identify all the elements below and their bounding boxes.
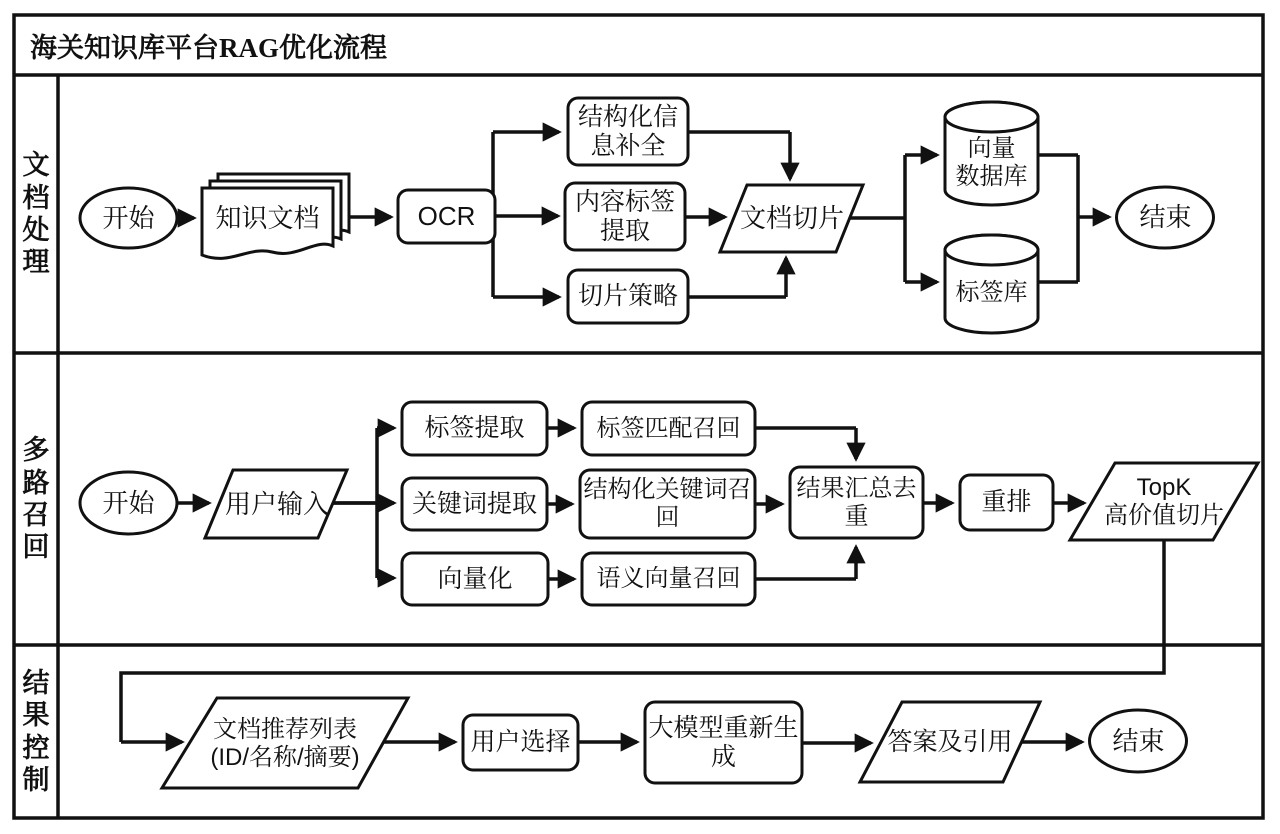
vector-db-label: 向量 数据库 [955,135,1028,190]
tag-match-recall-label: 标签匹配召回 [596,414,741,442]
ocr-label: OCR [417,201,476,232]
start-label-lane2: 开始 [102,487,155,518]
keyword-extract-label: 关键词提取 [411,489,537,518]
doc-slice-label: 文档切片 [739,203,844,234]
struct-keyword-recall-label: 结构化关键词召 回 [583,476,752,531]
tag-extract-label: 标签提取 [424,414,525,442]
start-label-lane1: 开始 [102,203,155,234]
answer-ref-label: 答案及引用 [887,727,1013,756]
lane-label-multipath-recall: 多路召回 [22,435,50,563]
slice-strategy-label: 切片策略 [577,282,678,310]
user-select-label: 用户选择 [470,728,571,756]
user-input-label: 用户输入 [224,488,329,519]
rerank-label: 重排 [981,488,1032,516]
lane-label-document-processing: 文档处理 [22,150,50,278]
tag-db-label: 标签库 [955,279,1028,307]
vectorize-label: 向量化 [437,564,513,593]
doc-list-label: 文档推荐列表 (ID/名称/摘要) [210,716,360,771]
struct-info-label: 结构化信 息补全 [577,102,678,160]
lane-label-result-control: 结果控制 [22,667,50,795]
topk-label: TopK 高价值切片 [1104,473,1224,529]
end-label-lane1: 结束 [1139,202,1192,233]
diagram-title: 海关知识库平台RAG优化流程 [30,32,387,63]
merge-dedup-label: 结果汇总去 重 [796,474,917,530]
knowledge-doc-label: 知识文档 [215,202,320,233]
semantic-recall-label: 语义向量召回 [596,565,741,593]
content-tag-label: 内容标签 提取 [574,187,675,245]
llm-regen-label: 大模型重新生 成 [648,713,799,771]
end-label-lane3: 结束 [1112,725,1165,756]
